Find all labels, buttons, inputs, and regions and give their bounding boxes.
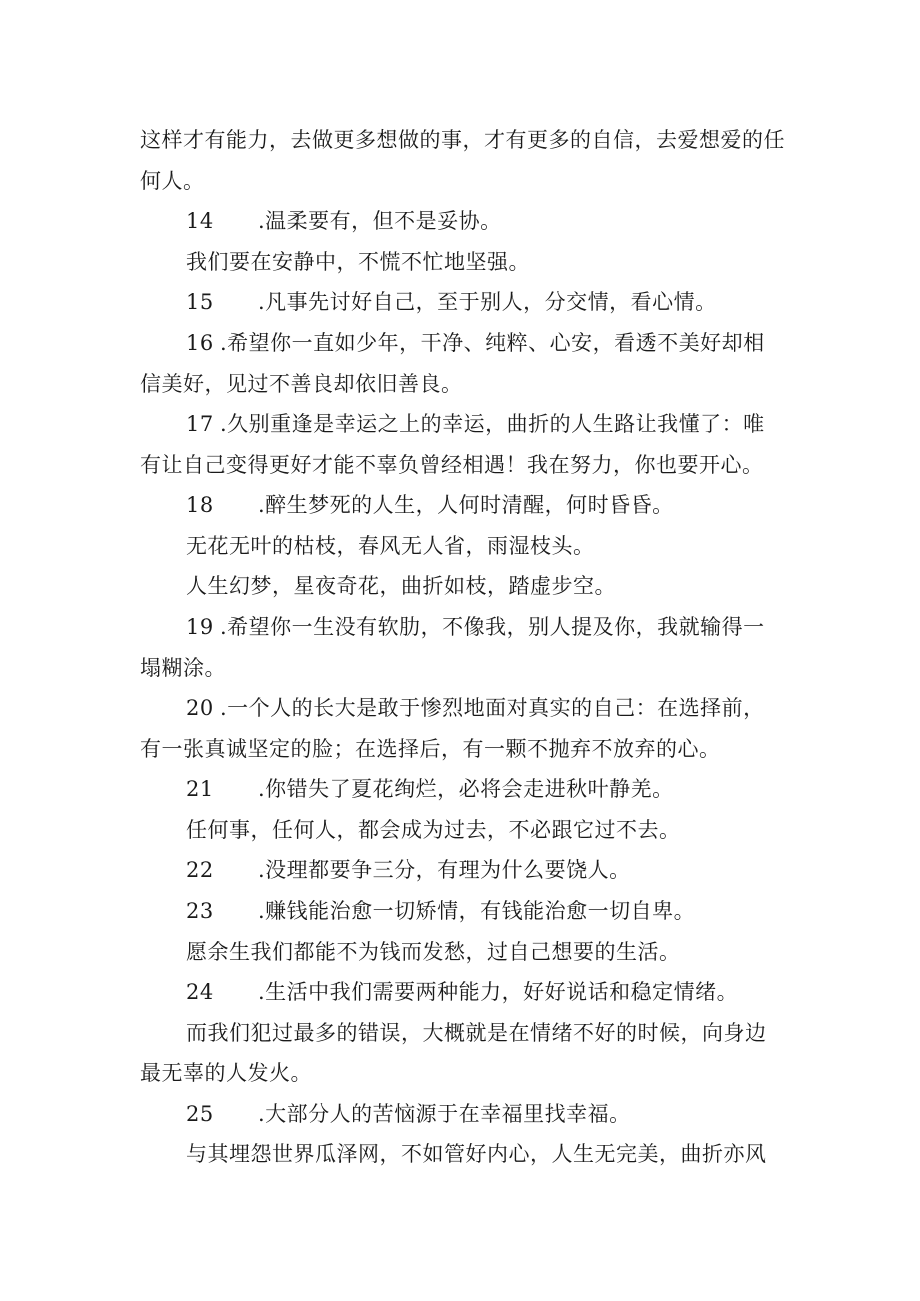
paragraph-line: 有让自己变得更好才能不辜负曾经相遇！我在努力，你也要开心。 [140, 453, 764, 477]
item-text: .醉生梦死的人生，人何时清醒，何时昏昏。 [258, 493, 674, 517]
paragraph-line: 我们要在安静中，不慌不忙地坚强。 [186, 250, 530, 274]
numbered-item-19 [186, 613, 765, 641]
item-number: 22 [186, 858, 214, 882]
item-text: .凡事先讨好自己，至于别人，分交情，看心情。 [258, 290, 717, 314]
paragraph-line: 何人。 [140, 169, 205, 193]
paragraph-line: 最无辜的人发火。 [140, 1061, 312, 1085]
numbered-item-16 [186, 329, 765, 357]
paragraph-line: 与其埋怨世界瓜泽网，不如管好内心，人生无完美，曲折亦风 [186, 1142, 767, 1166]
numbered-item-20 [186, 694, 765, 722]
numbered-item-14 [186, 207, 502, 235]
item-number: 20 [186, 696, 214, 720]
item-text: .一个人的长大是敢于惨烈地面对真实的自己：在选择前， [220, 696, 765, 720]
item-number: 19 [186, 615, 214, 639]
item-number: 18 [186, 493, 214, 517]
item-number: 23 [186, 899, 214, 923]
numbered-item-23 [186, 897, 695, 925]
item-text: .希望你一直如少年，干净、纯粹、心安，看透不美好却相 [220, 331, 765, 355]
numbered-item-24 [186, 978, 738, 1006]
item-number: 17 [186, 412, 214, 436]
item-number: 14 [186, 209, 214, 233]
numbered-item-18 [186, 491, 674, 519]
item-number: 15 [186, 290, 214, 314]
paragraph-line: 这样才有能力，去做更多想做的事，才有更多的自信，去爱想爱的任 [140, 128, 785, 152]
item-text: .大部分人的苦恼源于在幸福里找幸福。 [258, 1102, 631, 1126]
paragraph-line: 愿余生我们都能不为钱而发愁，过自己想要的生活。 [186, 940, 681, 964]
item-number: 16 [186, 331, 214, 355]
numbered-item-25 [186, 1100, 631, 1128]
paragraph-line: 塌糊涂。 [140, 656, 226, 680]
item-text: .温柔要有，但不是妥协。 [258, 209, 502, 233]
paragraph-line: 有一张真诚坚定的脸；在选择后，有一颗不抛弃不放弃的心。 [140, 737, 721, 761]
paragraph-line: 人生幻梦，星夜奇花，曲折如枝，踏虚步空。 [186, 574, 616, 598]
item-number: 25 [186, 1102, 214, 1126]
item-text: .没理都要争三分，有理为什么要饶人。 [258, 858, 631, 882]
numbered-item-17 [186, 410, 765, 438]
item-number: 21 [186, 777, 214, 801]
item-text: .久别重逢是幸运之上的幸运，曲折的人生路让我懂了：唯 [220, 412, 765, 436]
item-text: .生活中我们需要两种能力，好好说话和稳定情绪。 [258, 980, 739, 1004]
numbered-item-21 [186, 775, 674, 803]
paragraph-line: 任何事，任何人，都会成为过去，不必跟它过不去。 [186, 818, 681, 842]
paragraph-line: 而我们犯过最多的错误，大概就是在情绪不好的时候，向身边 [186, 1021, 767, 1045]
item-text: .你错失了夏花绚烂，必将会走进秋叶静羌。 [258, 777, 674, 801]
numbered-item-22 [186, 856, 631, 884]
paragraph-line: 信美好，见过不善良却依旧善良。 [140, 372, 463, 396]
item-text: .赚钱能治愈一切矫情，有钱能治愈一切自卑。 [258, 899, 696, 923]
item-text: .希望你一生没有软肋，不像我，别人提及你，我就输得一 [220, 615, 765, 639]
item-number: 24 [186, 980, 214, 1004]
paragraph-line: 无花无叶的枯枝，春风无人省，雨湿枝头。 [186, 534, 595, 558]
numbered-item-15 [186, 288, 717, 316]
